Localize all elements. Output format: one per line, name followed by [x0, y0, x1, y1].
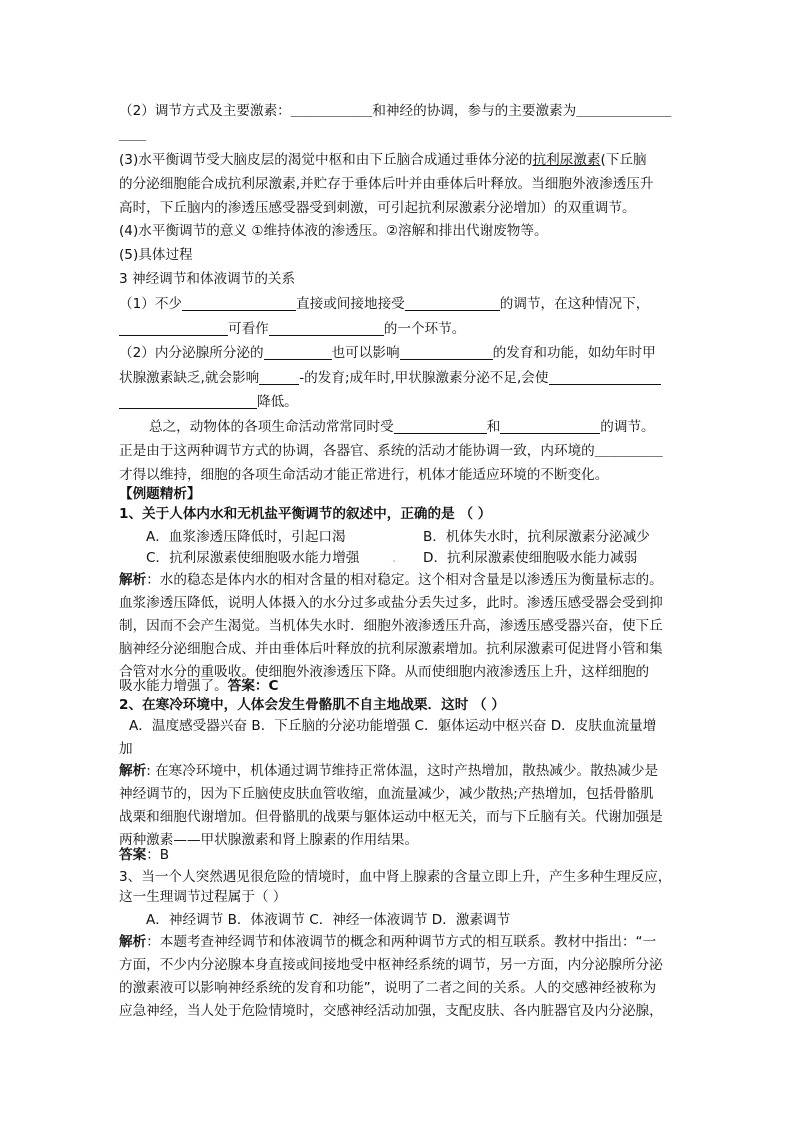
text-run: -的发育;成年时,甲状腺激素分泌不足,会使: [299, 370, 549, 386]
analysis-line: [119, 571, 663, 589]
text-run: A．神经调节 B．体液调节 C．神经一体液调节 D．激素调节: [146, 912, 511, 928]
text-line: [119, 785, 654, 803]
text-run: 降低。: [257, 394, 298, 410]
blank-line: [549, 370, 661, 385]
text-run: ：B: [146, 847, 170, 863]
analysis-label: 解析: [119, 763, 147, 779]
text-line: [119, 344, 656, 362]
text-run: 的激素液可以影响神经系统的发育和功能”，说明了二者之间的关系。人的交感神经被称为: [119, 980, 657, 996]
text-run: 神经调节的，因为下丘脑使皮肤血管收缩，血流量减少，减少散热;产热增加，包括骨骼肌: [119, 786, 654, 802]
blank-line: [119, 394, 257, 409]
text-line: [149, 418, 655, 436]
text-run: 的分泌细胞能合成抗利尿激素,并贮存于垂体后叶并由垂体后叶释放。当细胞外液渗透压升: [119, 176, 654, 192]
text-line: [119, 740, 133, 758]
text-run: 应急神经，当人处于危险情境时，交感神经活动加强，支配皮肤、各内脏器官及内分泌腺，: [119, 1003, 663, 1019]
answer-label: 答案: [119, 847, 147, 863]
text-run: 2、在寒冷环境中，人体会发生骨骼肌不自主地战栗．这时 （ ）: [119, 697, 505, 713]
text-run: ：水的稳态是体内水的相对含量的相对稳定。这个相对含量是以渗透压为衡量标志的。: [146, 572, 663, 588]
text-line: [119, 175, 653, 193]
option-line: [146, 528, 650, 546]
text-run: 制，因而不会产生渴觉。当机体失水时．细胞外液渗透压升高，渗透压感受器兴奋，使下丘: [119, 618, 663, 634]
blank-line: [259, 370, 299, 385]
text-run: 吸水能力增强了。: [119, 678, 228, 694]
option-line: [129, 717, 656, 735]
stray-mark: .: [392, 550, 397, 566]
option-a: A．血浆渗透压降低时，引起口渴: [146, 529, 346, 545]
text-run: (下丘脑: [600, 152, 647, 168]
text-run: 方面，不少内分泌腺本身直接或间接地受中枢神经系统的调节，另一方面，内分泌腺所分泌: [119, 957, 663, 973]
answer-line: [119, 846, 169, 864]
blank-line: [394, 419, 487, 434]
question-title: [119, 868, 671, 886]
text-line: [119, 393, 298, 411]
analysis-label: 解析: [119, 572, 147, 588]
text-run: A．温度感受器兴奋 B．下丘脑的分泌功能增强 C．躯体运动中枢兴奋 D．皮肤血流量增: [129, 718, 657, 734]
question-title: [119, 696, 505, 714]
text-run: 这一生理调节过程属于（ ）: [119, 889, 287, 905]
blank-line: [269, 321, 384, 336]
text-line: [119, 808, 663, 826]
text-run: 3 神经调节和体液调节的关系: [119, 271, 296, 287]
text-line: [119, 594, 663, 612]
option-line: [146, 549, 637, 567]
text-line: [119, 295, 649, 313]
text-run: 脑神经分泌细胞合成、并由垂体后叶释放的抗利尿激素增加。抗利尿激素可促进肾小管和集: [119, 641, 663, 657]
blank-line: [500, 419, 600, 434]
text-line: [119, 442, 663, 460]
text-run: (4)水平衡调节的意义 ①维持体液的渗透压。②溶解和排出代谢废物等。: [119, 223, 548, 239]
text-run: 的发育和功能，如幼年时甲: [492, 345, 656, 361]
text-line: [119, 979, 656, 997]
text-line: [119, 1002, 663, 1020]
text-line: [119, 222, 548, 240]
text-line: [119, 888, 286, 906]
text-run: ：本题考查神经调节和体液调节的概念和两种调节方式的相互联系。教材中指出：“一: [146, 934, 657, 950]
section-heading: [119, 485, 201, 503]
text-run: 和: [486, 419, 501, 435]
text-line: [119, 640, 663, 658]
text-line: [119, 320, 465, 338]
text-line: [119, 102, 671, 120]
text-run: ＿＿: [119, 127, 147, 143]
text-run: 正是由于这两种调节方式的协调，各器官、系统的活动才能协调一致，内环境的＿＿＿＿＿: [119, 443, 663, 459]
text-run: 加: [119, 741, 133, 757]
blank-line: [405, 296, 500, 311]
text-run: 两种激素——甲状腺激素和肾上腺素的作用结果。: [119, 832, 419, 848]
text-run: （2）内分泌腺所分泌的: [119, 345, 264, 361]
text-run: （2）调节方式及主要激素：＿＿＿＿＿＿和神经的协调，参与的主要激素为＿＿＿＿＿＿＿: [119, 103, 672, 119]
option-b: B．机体失水时，抗利尿激素分泌减少: [423, 529, 650, 545]
option-d: D．抗利尿激素使细胞吸水能力减弱: [423, 550, 638, 566]
blank-line: [119, 321, 228, 336]
analysis-label: 解析: [119, 934, 147, 950]
text-line: [119, 466, 608, 484]
blank-line: [400, 345, 493, 360]
text-run: 1、关于人体内水和无机盐平衡调节的叙述中，正确的是 （ ）: [119, 506, 492, 522]
text-line: [119, 369, 661, 387]
text-run: 合管对水分的重吸收。使细胞外液渗透压下降。从而使细胞内液渗透压上升，这样细胞的: [119, 664, 650, 680]
text-run: 高时，下丘脑内的渗透压感受器受到刺激，可引起抗利尿激素分泌增加）的双重调节。: [119, 200, 636, 216]
text-line: [119, 126, 146, 144]
text-run: (5)具体过程: [119, 247, 193, 263]
text-run: 状腺激素缺乏,就会影响: [119, 370, 260, 386]
text-line: [119, 956, 663, 974]
answer-label: 答案：C: [227, 678, 279, 694]
option-c: C．抗利尿激素使细胞吸水能力增强: [146, 550, 360, 566]
question-title: [119, 505, 491, 523]
blank-line: [264, 345, 332, 360]
text-run: 的调节。: [600, 419, 655, 435]
analysis-line: [119, 933, 656, 951]
text-run: 可看作: [228, 321, 269, 337]
text-line: [119, 677, 279, 695]
text-run: 才得以维持，细胞的各项生命活动才能正常进行，机体才能适应环境的不断变化。: [119, 467, 609, 483]
text-line: [119, 151, 647, 169]
text-run: 3、当一个人突然遇见很危险的情境时，血中肾上腺素的含量立即上升，产生多种生理反应，: [119, 869, 672, 885]
analysis-line: [119, 762, 658, 780]
section-heading: [119, 270, 295, 288]
text-run: 总之，动物体的各项生命活动常常同时受: [149, 419, 394, 435]
text-run: 也可以影响: [331, 345, 400, 361]
text-line: [119, 617, 663, 635]
text-run: （1）不少: [119, 296, 183, 312]
text-run: 【例题精析】: [119, 486, 201, 502]
option-line: [146, 911, 510, 929]
text-run: 的调节，在这种情况下，: [499, 296, 650, 312]
text-run: 的一个环节。: [383, 321, 466, 337]
text-run: 血浆渗透压降低，说明人体摄入的水分过多或盐分丢失过多，此时。渗透压感受器会受到抑: [119, 595, 663, 611]
text-run: (3)水平衡调节受大脑皮层的渴觉中枢和由下丘脑合成通过垂体分泌的: [119, 152, 533, 168]
underlined-term: 抗利尿激素: [532, 152, 601, 168]
blank-line: [182, 296, 296, 311]
text-line: [119, 199, 636, 217]
text-run: 直接或间接地接受: [296, 296, 405, 312]
text-run: 战栗和细胞代谢增加。但骨骼肌的战栗与躯体运动中枢无关，而与下丘脑有关。代谢加强是: [119, 809, 663, 825]
text-run: : 在寒冷环境中，机体通过调节维持正常体温，这时产热增加，散热减少。散热减少是: [146, 763, 659, 779]
text-line: [119, 246, 193, 264]
